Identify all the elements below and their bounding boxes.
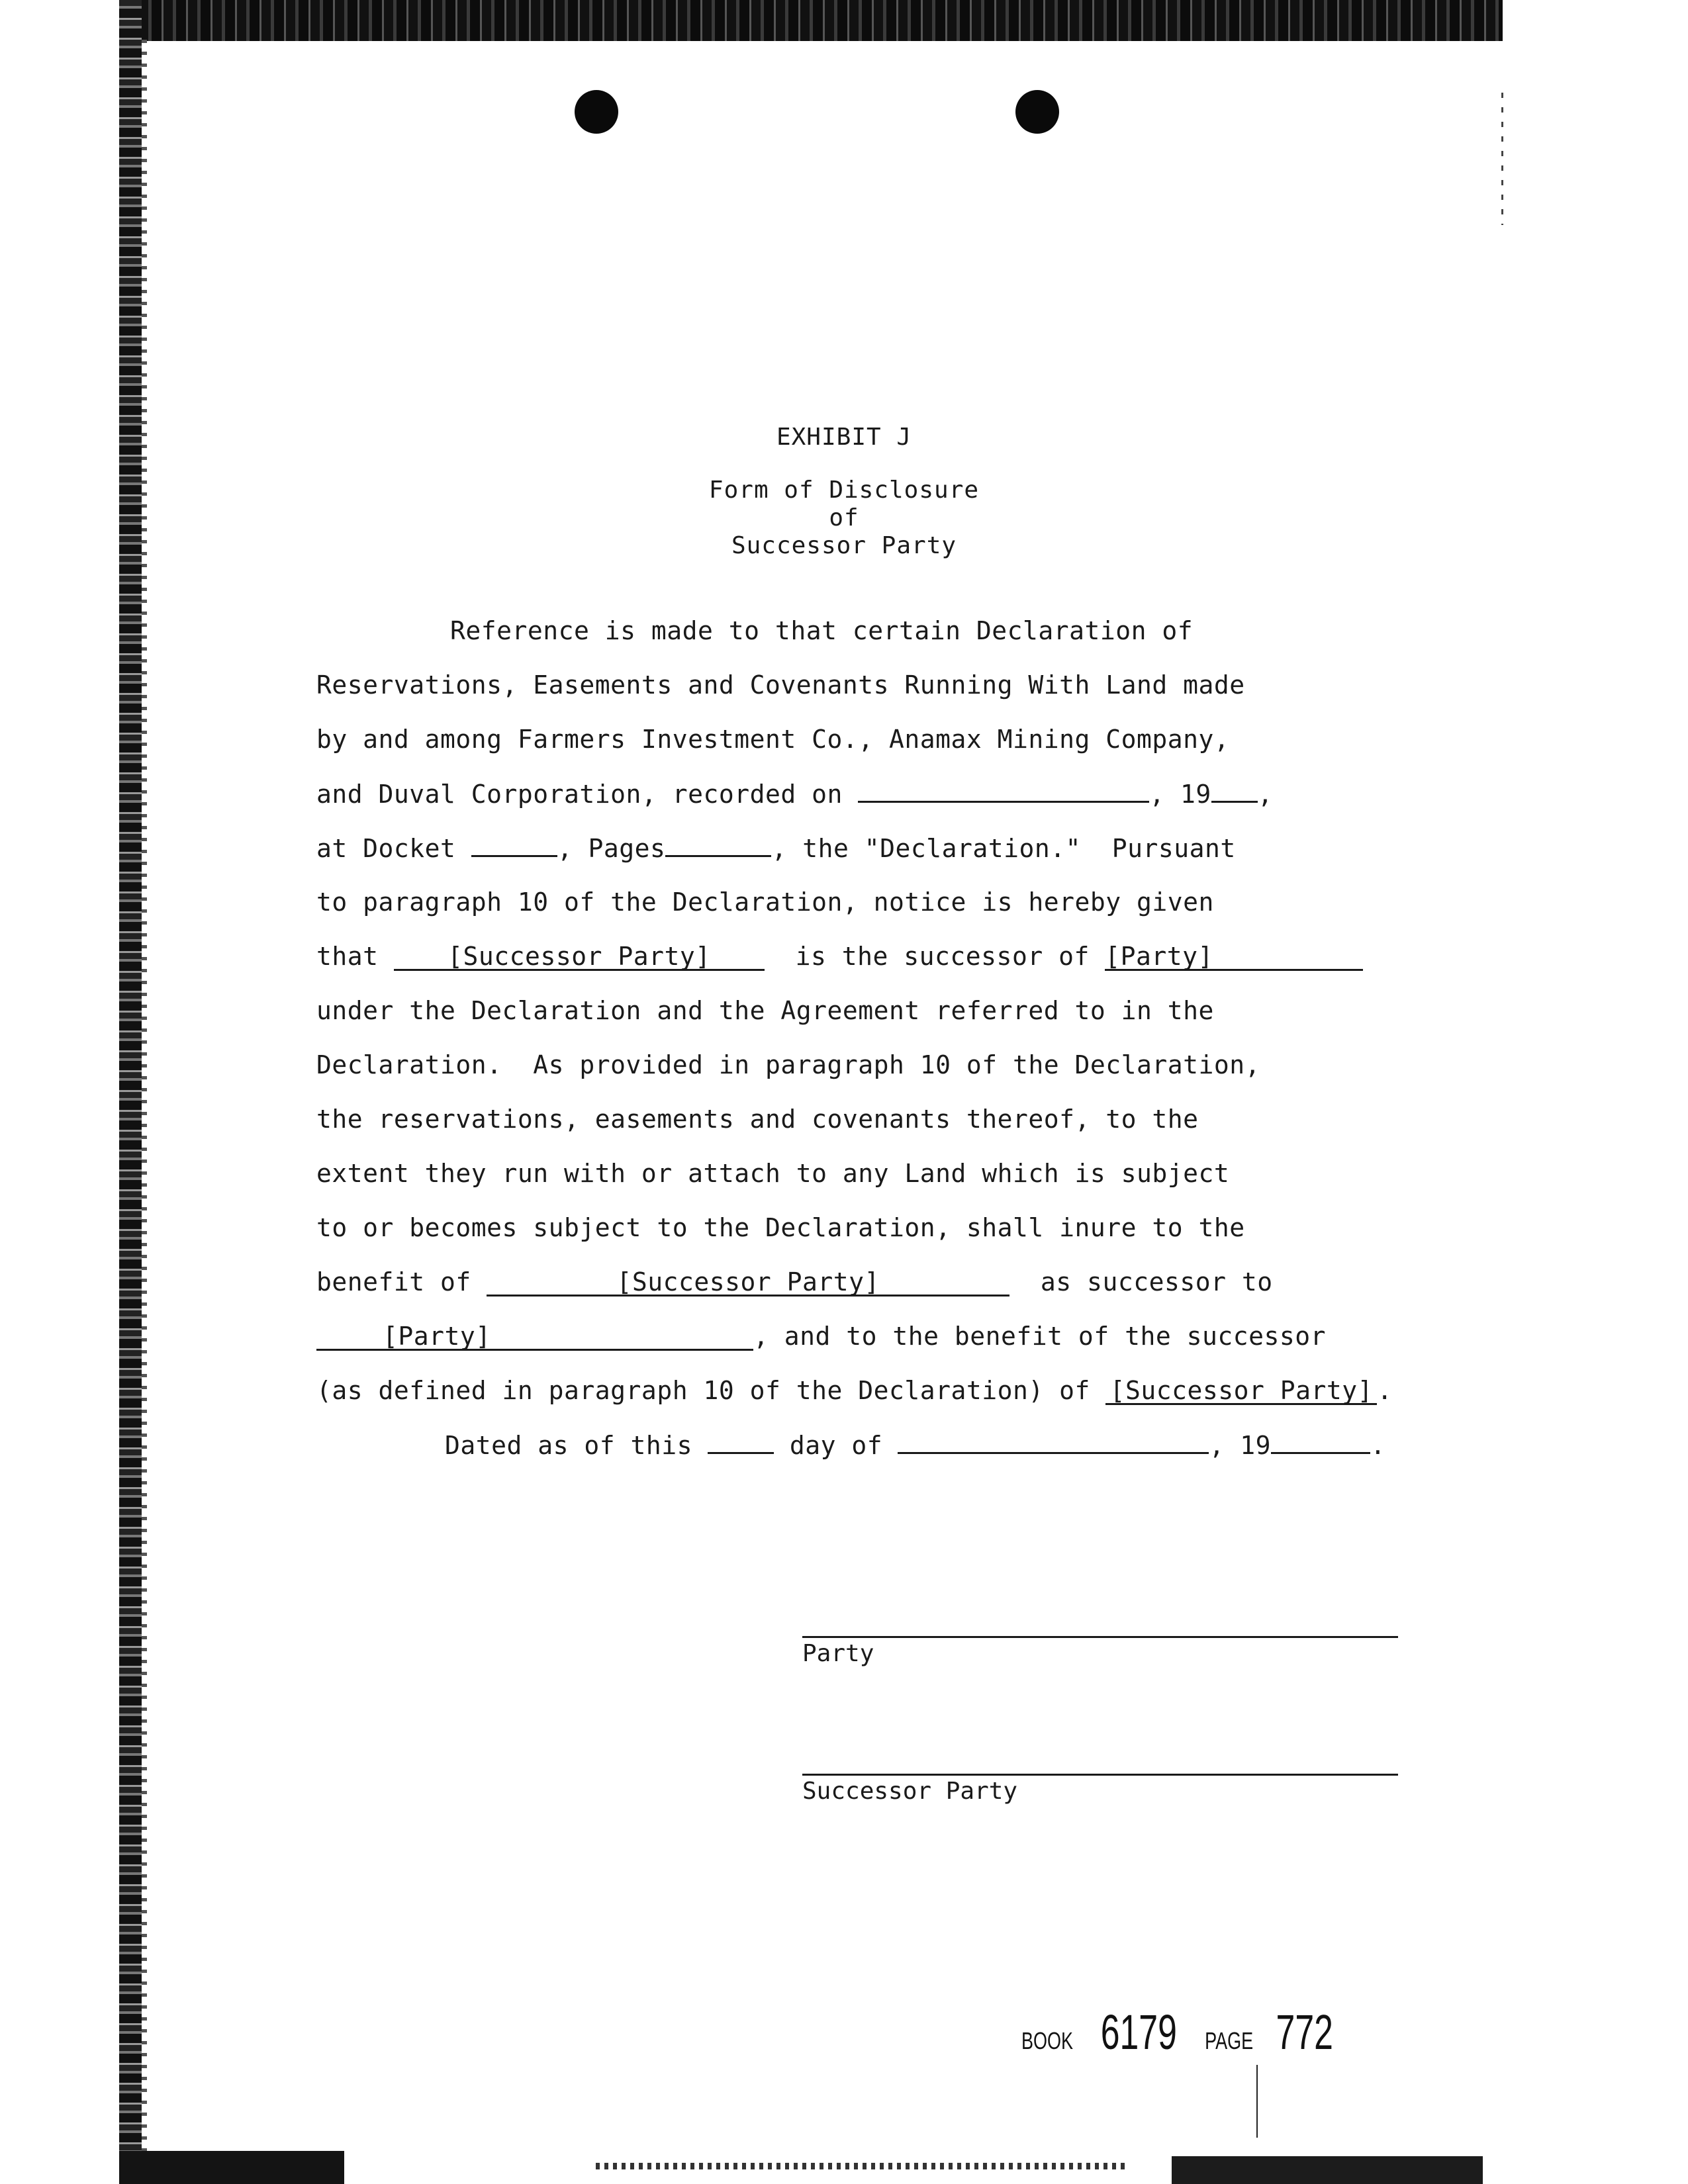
dated-month-blank[interactable] xyxy=(898,1432,1209,1454)
recorded-year-blank[interactable] xyxy=(1211,781,1258,803)
scan-border-bottom-left xyxy=(119,2151,344,2184)
body-line-13: benefit of [Successor Party] as successor to xyxy=(316,1267,1273,1297)
body-line-9: Declaration. As provided in paragraph 10 of the Declaration, xyxy=(316,1050,1261,1079)
form-title-line2: of xyxy=(829,504,859,531)
book-number: 6179 xyxy=(1101,2005,1178,2060)
successor-party-fill-2[interactable]: [Successor Party] xyxy=(487,1269,1009,1297)
scan-border-left-inner xyxy=(142,40,147,2184)
body-line-7: that [Successor Party] is the successor of [Party] xyxy=(316,944,1455,971)
body-line-12: to or becomes subject to the Declaration, shall inure to the xyxy=(316,1213,1245,1242)
scan-edge-mark xyxy=(1501,93,1503,225)
scan-border-bottom-right xyxy=(1172,2156,1483,2184)
body-line-11: extent they run with or attach to any Land which is subject xyxy=(316,1159,1230,1188)
party-fill-1[interactable]: [Party] xyxy=(1105,944,1363,971)
party-signature-line[interactable] xyxy=(802,1636,1398,1638)
party-fill-2[interactable]: [Party] xyxy=(316,1324,753,1351)
stamp-tick-mark xyxy=(1256,2065,1258,2138)
body-line-15: (as defined in paragraph 10 of the Declaration) of [Successor Party] . xyxy=(316,1376,1393,1405)
page-label: PAGE xyxy=(1204,2027,1253,2054)
punch-hole-left xyxy=(575,90,618,134)
book-label: BOOK xyxy=(1021,2027,1074,2054)
form-title-line1: Form of Disclosure xyxy=(708,477,980,504)
body-line-8: under the Declaration and the Agreement referred to in the xyxy=(316,996,1214,1025)
scan-border-top xyxy=(139,0,1503,41)
body-line-3: by and among Farmers Investment Co., Anamax Mining Company, xyxy=(316,725,1230,754)
body-line-6: to paragraph 10 of the Declaration, notice is hereby given xyxy=(316,887,1214,917)
body-line-14: [Party] , and to the benefit of the successor xyxy=(316,1324,1455,1351)
body-line-10: the reservations, easements and covenants thereof, to the xyxy=(316,1105,1199,1134)
successor-party-fill-1[interactable]: [Successor Party] xyxy=(394,944,765,971)
dated-line: Dated as of this day of , 19 . xyxy=(445,1431,1386,1460)
book-page-stamp xyxy=(1013,2004,1346,2060)
successor-party-fill-3[interactable]: [Successor Party] xyxy=(1105,1378,1377,1405)
dated-year-blank[interactable] xyxy=(1271,1432,1370,1454)
party-signature-label: Party xyxy=(802,1640,874,1667)
page-number: 772 xyxy=(1276,2005,1334,2060)
successor-signature-line[interactable] xyxy=(802,1774,1398,1776)
pages-blank[interactable] xyxy=(665,835,771,857)
dated-day-blank[interactable] xyxy=(708,1432,774,1454)
body-line-4: and Duval Corporation, recorded on , 19 , xyxy=(316,780,1274,809)
body-line-2: Reservations, Easements and Covenants Running With Land made xyxy=(316,670,1245,700)
scan-border-left xyxy=(119,0,142,2184)
successor-signature-label: Successor Party xyxy=(802,1778,1018,1805)
exhibit-heading: EXHIBIT J xyxy=(776,424,912,451)
punch-hole-right xyxy=(1015,90,1059,134)
recorded-date-blank[interactable] xyxy=(858,781,1149,803)
docket-blank[interactable] xyxy=(471,835,557,857)
body-line-5: at Docket , Pages , the "Declaration." Pursuant xyxy=(316,834,1236,863)
form-title-line3: Successor Party xyxy=(731,532,957,559)
scan-border-bottom-mid xyxy=(596,2163,1125,2169)
body-line-1: Reference is made to that certain Declaration of xyxy=(450,616,1194,645)
